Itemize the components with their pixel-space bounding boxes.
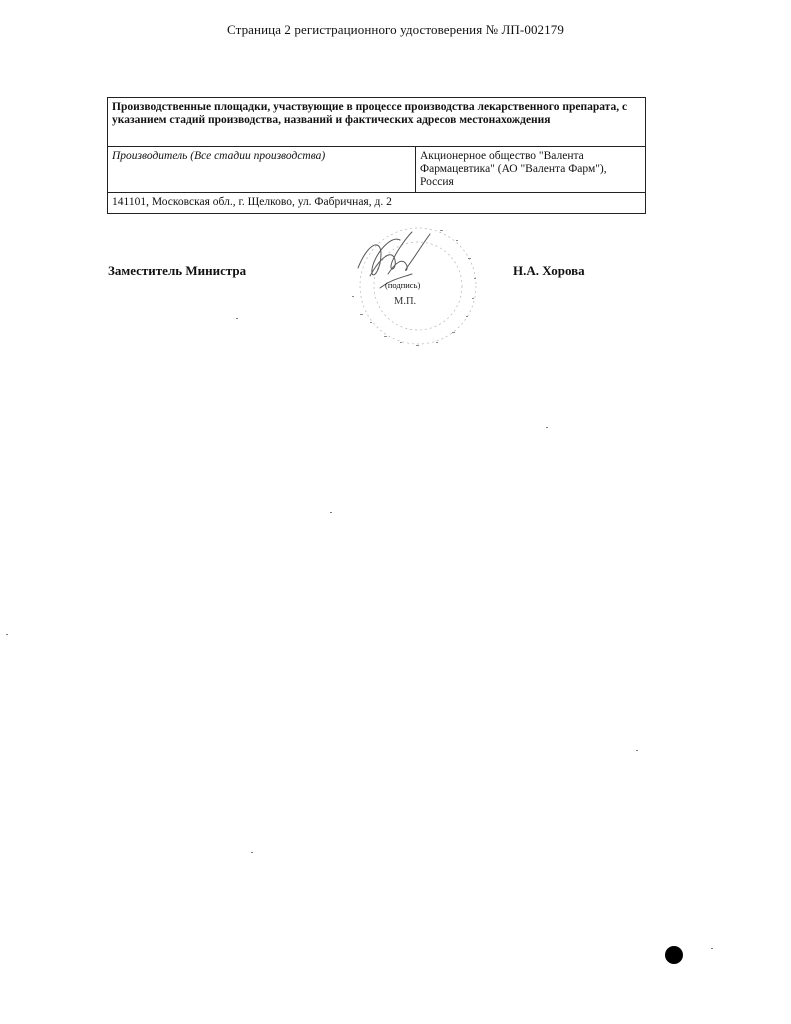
manufacturer-company-cell: Акционерное общество "Валента Фармацевтика" (АО "Валента Фарм"), Россия	[416, 147, 646, 193]
table-row	[108, 147, 646, 193]
scan-speck	[251, 852, 253, 853]
official-position: Заместитель Министра	[108, 263, 247, 278]
scan-speck	[6, 634, 8, 635]
table-heading-cell: Производственные площадки, участвующие в процессе производства лекарственного препарата, с указанием стадий производства, названий и фактических адресов местонахождения	[108, 98, 646, 147]
scan-speck	[636, 750, 638, 751]
manufacturer-role-cell: Производитель (Все стадии производства)	[108, 147, 416, 193]
scan-speck	[711, 948, 713, 949]
page-header: Страница 2 регистрационного удостоверения № ЛП-002179	[227, 22, 564, 37]
scan-speck	[546, 427, 548, 428]
scan-speck	[330, 512, 332, 513]
production-sites-table	[107, 97, 646, 214]
manufacturer-address-cell: 141101, Московская обл., г. Щелково, ул. Фабричная, д. 2	[108, 193, 646, 214]
scan-speck	[236, 318, 238, 319]
stamp-label: М.П.	[394, 296, 417, 307]
signature-caption: (подпись)	[385, 280, 421, 290]
table-row	[108, 193, 646, 214]
table-header-row	[108, 98, 646, 147]
scan-dot-mark	[665, 946, 683, 964]
official-name: Н.А. Хорова	[513, 263, 585, 278]
